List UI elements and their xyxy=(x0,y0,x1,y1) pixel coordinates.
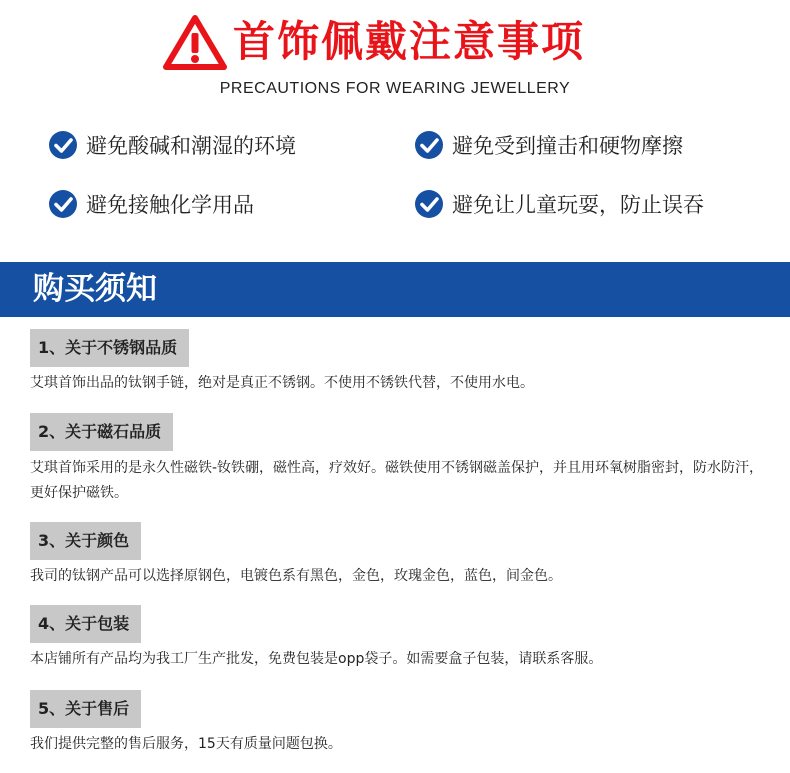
check-circle-icon xyxy=(414,189,444,219)
tip-item xyxy=(414,128,683,162)
section-heading: 5、关于售后 xyxy=(30,690,141,728)
check-circle-icon xyxy=(414,130,444,160)
section-heading: 2、关于磁石品质 xyxy=(30,413,173,451)
tip-text: 避免接触化学用品 xyxy=(86,193,254,217)
section-body: 艾琪首饰出品的钛钢手链，绝对是真正不锈钢。不使用不锈铁代替，不使用水电。 xyxy=(30,375,534,391)
tip-text: 避免让儿童玩耍，防止误吞 xyxy=(452,193,704,217)
purchase-notice-banner xyxy=(0,262,790,317)
check-circle-icon xyxy=(48,189,78,219)
section-heading: 1、关于不锈钢品质 xyxy=(30,329,189,367)
section-body: 我司的钛钢产品可以选择原钢色，电镀色系有黑色，金色，玫瑰金色，蓝色，间金色。 xyxy=(30,568,562,584)
warning-icon xyxy=(163,14,227,70)
page-subtitle: PRECAUTIONS FOR WEARING JEWELLERY xyxy=(219,80,571,97)
tip-item xyxy=(414,187,704,221)
tip-item xyxy=(48,187,254,221)
banner-title: 购买须知 xyxy=(33,271,157,307)
section-body: 我们提供完整的售后服务，15天有质量问题包换。 xyxy=(30,736,342,752)
page-header xyxy=(0,14,790,70)
page-title: 首饰佩戴注意事项 xyxy=(233,17,586,66)
section-heading: 4、关于包装 xyxy=(30,605,141,643)
tip-text: 避免受到撞击和硬物摩擦 xyxy=(452,134,683,158)
tip-text: 避免酸碱和潮湿的环境 xyxy=(86,134,296,158)
section-body: 本店铺所有产品均为我工厂生产批发，免费包装是opp袋子。如需要盒子包装，请联系客服。 xyxy=(30,651,603,667)
check-circle-icon xyxy=(48,130,78,160)
section-body: 艾琪首饰采用的是永久性磁铁-钕铁硼，磁性高，疗效好。磁铁使用不锈钢磁盖保护，并且用环氧树脂密封，防水防汗，更好保护磁铁。 xyxy=(30,460,764,501)
tip-item xyxy=(48,128,296,162)
section-heading: 3、关于颜色 xyxy=(30,522,141,560)
